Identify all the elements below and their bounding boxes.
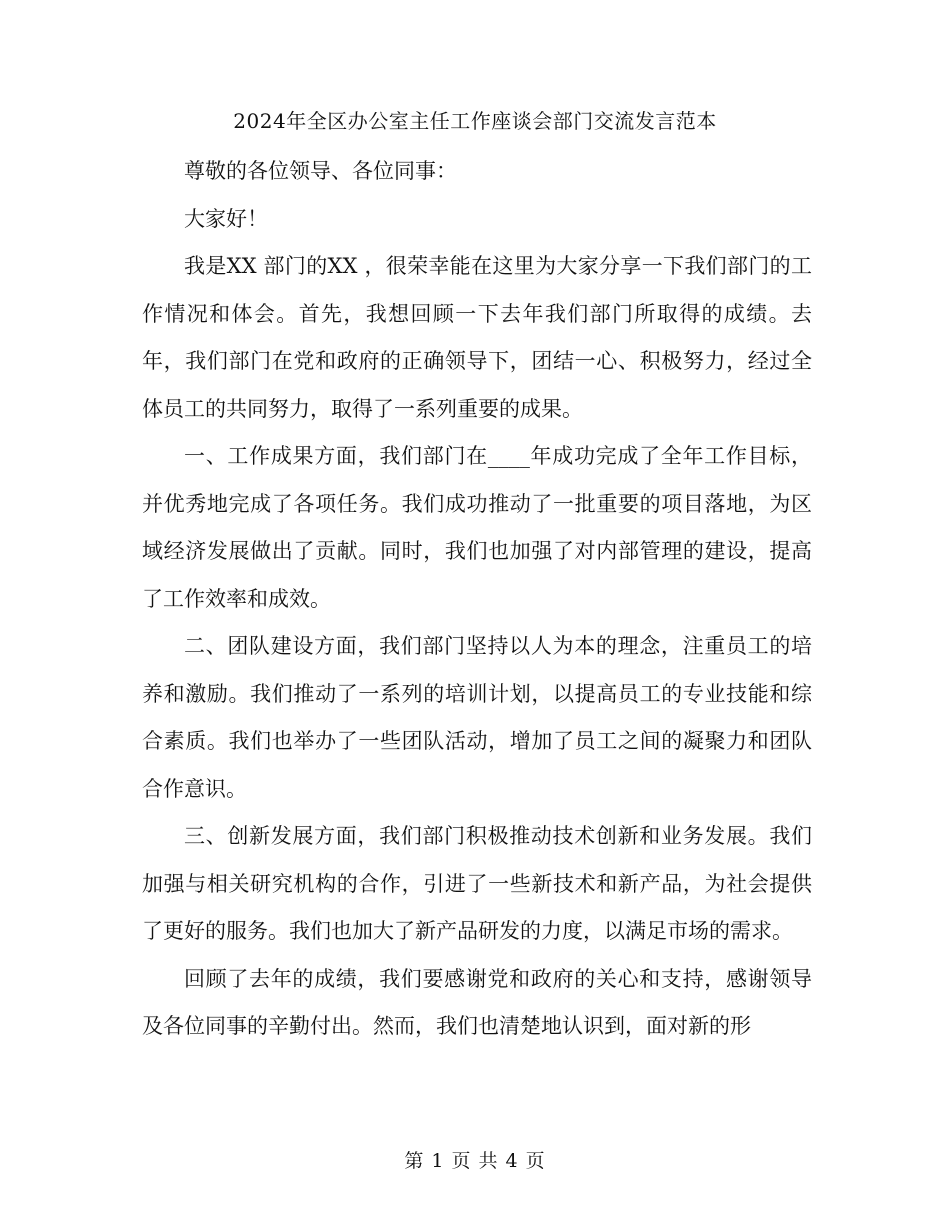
team-building-paragraph: 二、团队建设方面，我们部门坚持以人为本的理念，注重员工的培养和激励。我们推动了一系列的培训计划，以提高员工的专业技能和综合素质。我们也举办了一些团队活动，增加了员工之间的凝聚力和团队合作意识。 bbox=[142, 634, 812, 801]
work-results-paragraph: 一、工作成果方面，我们部门在____年成功完成了全年工作目标，并优秀地完成了各项任务。我们成功推动了一批重要的项目落地，为区域经济发展做出了贡献。同时，我们也加强了对内部管理的建设，提高了工作效率和成效。 bbox=[142, 444, 812, 611]
page-footer: 第 1 页 共 4 页 bbox=[404, 1150, 546, 1172]
document-body bbox=[142, 148, 812, 1051]
salutation-paragraph: 尊敬的各位领导、各位同事： bbox=[184, 159, 457, 183]
greeting-paragraph: 大家好！ bbox=[184, 206, 268, 231]
intro-paragraph: 我是XX 部门的XX ，很荣幸能在这里为大家分享一下我们部门的工作情况和体会。首先，我想回顾一下去年我们部门所取得的成绩。去年，我们部门在党和政府的正确领导下，团结一心、积极努力，经过全体员工的共同努力，取得了一系列重要的成果。 bbox=[142, 254, 812, 421]
review-paragraph: 回顾了去年的成绩，我们要感谢党和政府的关心和支持，感谢领导及各位同事的辛勤付出。然而，我们也清楚地认识到，面对新的形 bbox=[142, 966, 812, 1038]
document-title: 2024年全区办公室主任工作座谈会部门交流发言范本 bbox=[233, 109, 717, 133]
innovation-paragraph: 三、创新发展方面，我们部门积极推动技术创新和业务发展。我们加强与相关研究机构的合作，引进了一些新技术和新产品，为社会提供了更好的服务。我们也加大了新产品研发的力度，以满足市场的需求。 bbox=[142, 824, 812, 943]
